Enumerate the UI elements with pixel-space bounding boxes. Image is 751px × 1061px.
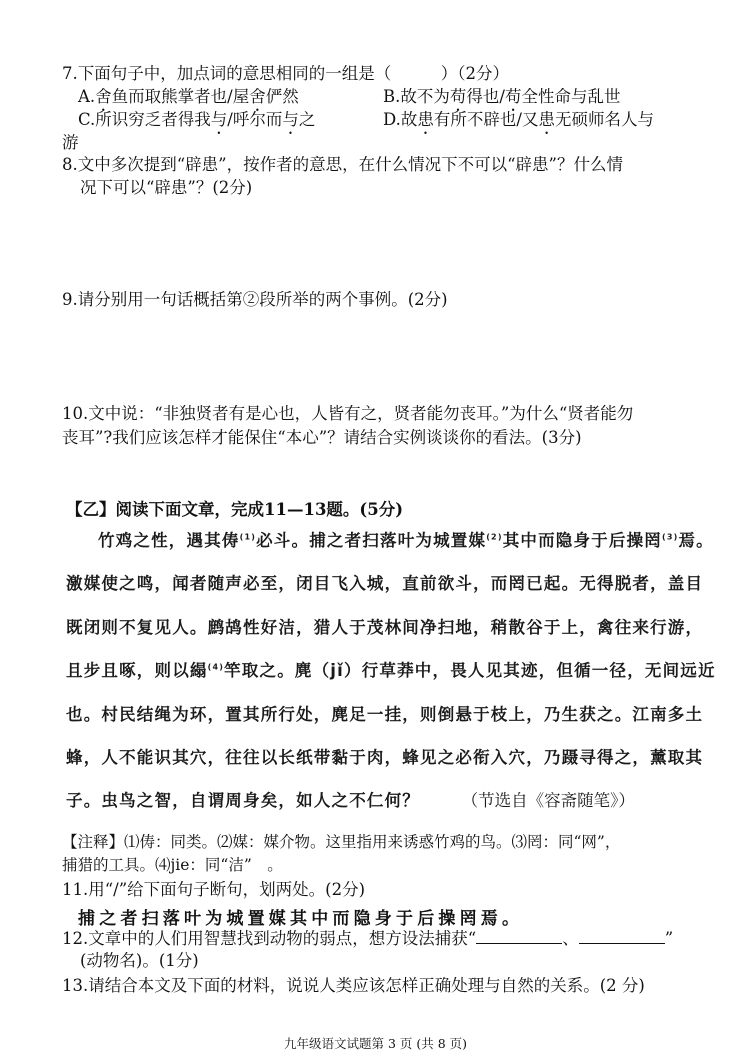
q12-line-2: (动物名)。(1分) [80,951,199,970]
q11-stem: 11.用“/”给下面句子断句，划两处。(2分) [62,880,366,899]
q8-line-2: 况下可以“辟患”？(2分) [80,178,253,197]
passage-line-6: 蜂，人不能识其穴，往往以长纸带黏于肉，蜂见之必衔入穴，乃蹑寻得之，薰取其 [66,748,704,767]
passage-line-4: 且步且啄，则以䌈$^{(4)}$竿取之。麂（jǐ）行草莽中，畏人见其迹，但循一径，无间远近 [66,661,716,680]
passage-line-2: 激媒使之鸣，闻者随声必至，闭目飞入城，直前欲斗，而罔已起。无得脱者，盖目 [66,574,704,593]
passage-source: （节选自《容斋随笔》） [461,791,635,810]
q7-option-c: C.所识穷乏者得我与/呼尔而与之 [78,110,316,129]
q7-option-d-wrap: 游 [62,133,79,152]
q10-line-1: 10.文中说：“非独贤者有是心也，人皆有之，贤者能勿丧耳。”为什么“贤者能勿 [62,404,634,423]
answer-blank-1[interactable] [476,928,562,944]
q11-sentence: 捕之者扫落叶为城置媒其中而隐身于后操罔焉。 [78,909,524,929]
passage-line-1: 竹鸡之性，遇其俦$^{(1)}$必斗。捕之者扫落叶为城置媒$^{(2)}$其中而隐身于后操罔$^{(3)}$焉。 [98,531,714,550]
q13-line-1: 13.请结合本文及下面的材料，说说人类应该怎样正确处理与自然的关系。(2 分) [62,976,645,995]
q9-line-1: 9.请分别用一句话概括第②段所举的两个事例。(2分) [62,290,448,309]
passage-line-3: 既闭则不复见人。鹧鸪性好洁，猎人于茂林间净扫地，稍散谷于上，禽往来行游， [66,618,704,637]
passage-line-7: 子。虫鸟之智，自谓周身矣，如人之不仁何？ （节选自《容斋随笔》） [66,791,635,810]
notes-line-1: 【注释】⑴俦：同类。⑵媒：媒介物。这里指用来诱惑竹鸡的鸟。⑶罔：同“网”， [62,833,621,851]
q7-option-b: B.故不为苟得也/苟全性命与乱世 [383,87,621,106]
notes-line-2: 捕猎的工具。⑷jie：同“洁” 。 [62,856,283,874]
page-footer: 九年级语文试题第 3 页 (共 8 页) [283,1036,468,1051]
q10-line-2: 丧耳”?我们应该怎样才能保住“本心”？请结合实例谈谈你的看法。(3分) [62,428,582,447]
q7-option-a: A.舍鱼而取熊掌者也/屋舍俨然 [78,87,299,106]
q12-line-1: 12.文章中的人们用智慧找到动物的弱点，想方设法捕获“ 、 ” [62,929,674,948]
q8-line-1: 8.文中多次提到“辟患”，按作者的意思，在什么情况下不可以“辟患”？什么情 [62,155,623,174]
section-b-heading: 【乙】阅读下面文章，完成11—13题。(5分) [66,500,404,519]
q7-option-d: D.故患有所不辟也/又患无硕师名人与 [383,110,654,129]
q7-stem: 7.下面句子中，加点词的意思相同的一组是（ ）（2分） [62,64,509,83]
passage-line-5: 也。村民结绳为环，置其所行处，麂足一挂，则倒悬于枝上，乃生获之。江南多土 [66,705,704,724]
answer-blank-2[interactable] [579,928,665,944]
